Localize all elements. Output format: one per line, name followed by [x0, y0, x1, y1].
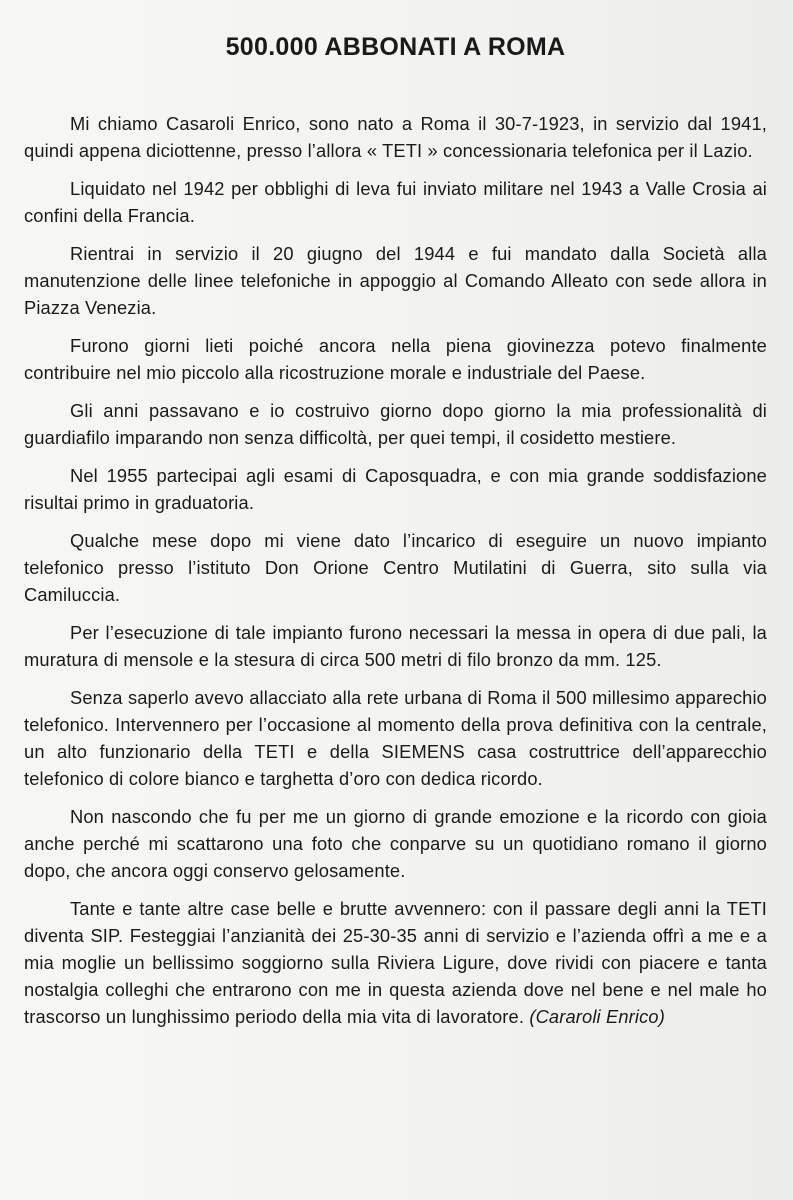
paragraph-10: Non nascondo che fu per me un giorno di grande emozione e la ricordo con gioia anche perché mi scattarono una foto che conparve su un quotidiano romano il giorno dopo, che ancora oggi conservo gelosamente.	[24, 806, 767, 881]
paragraph-11	[24, 895, 767, 1030]
author-signature: (Cararoli Enrico)	[529, 1006, 665, 1027]
document-body	[24, 110, 767, 1030]
paragraph-5: Gli anni passavano e io costruivo giorno dopo giorno la mia professionalità di guardiafilo imparando non senza difficoltà, per quei tempi, il cosidetto mestiere.	[24, 400, 767, 448]
document-title: 500.000 ABBONATI A ROMA	[225, 33, 566, 61]
paragraph-9: Senza saperlo avevo allacciato alla rete urbana di Roma il 500 millesimo apparechio telefonico. Intervennero per l’occasione al momento della prova definitiva con la centrale, un alto funzionario della TETI e della SIEMENS casa costruttrice dell’apparecchio telefonico di colore bianco e targhetta d’oro con dedica ricordo.	[24, 687, 767, 789]
paragraph-2: Liquidato nel 1942 per obblighi di leva fui inviato militare nel 1943 a Valle Crosia ai confini della Francia.	[24, 178, 767, 226]
paragraph-4: Furono giorni lieti poiché ancora nella piena giovinezza potevo finalmente contribuire nel mio piccolo alla ricostruzione morale e industriale del Paese.	[24, 335, 767, 383]
paragraph-11-text: Tante e tante altre case belle e brutte avvennero: con il passare degli anni la TETI diventa SIP. Festeggiai l’anzianità dei 25-30-35 anni di servizio e l’azienda offrì a me e a mia moglie un bellissimo soggiorno sulla Riviera Ligure, dove rividi con piacere e tanta nostalgia colleghi che entrarono con me in questa azienda dove nel bene e nel male ho trascorso un lunghissimo periodo della mia vita di lavoratore.	[24, 898, 767, 1027]
paragraph-6: Nel 1955 partecipai agli esami di Caposquadra, e con mia grande soddisfazione risultai primo in graduatoria.	[24, 465, 767, 513]
paragraph-1: Mi chiamo Casaroli Enrico, sono nato a Roma il 30-7-1923, in servizio dal 1941, quindi appena diciottenne, presso l’allora « TETI » concessionaria telefonica per il Lazio.	[24, 113, 767, 161]
paragraph-8: Per l’esecuzione di tale impianto furono necessari la messa in opera di due pali, la muratura di mensole e la stesura di circa 500 metri di filo bronzo da mm. 125.	[24, 622, 767, 670]
paragraph-7: Qualche mese dopo mi viene dato l’incarico di eseguire un nuovo impianto telefonico presso l’istituto Don Orione Centro Mutilatini di Guerra, sito sulla via Camiluccia.	[24, 530, 767, 605]
paragraph-3: Rientrai in servizio il 20 giugno del 1944 e fui mandato dalla Società alla manutenzione delle linee telefoniche in appoggio al Comando Alleato con sede allora in Piazza Venezia.	[24, 243, 767, 318]
